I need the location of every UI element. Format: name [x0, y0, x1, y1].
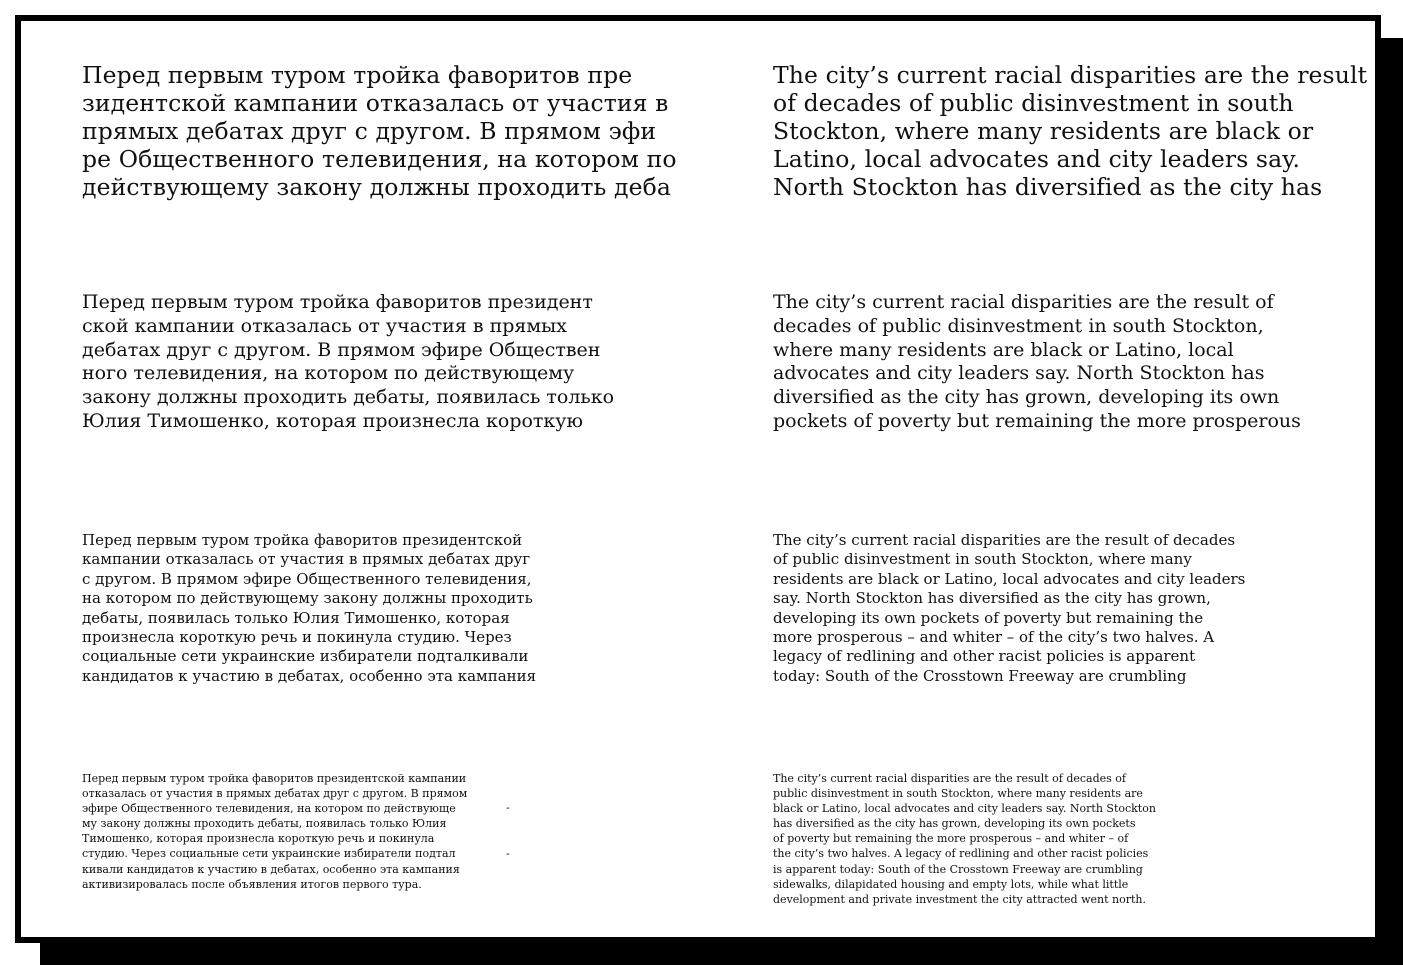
text-line: ного телевидения, на котором по действующему: [82, 362, 575, 385]
english-sample-size-2: [773, 291, 1301, 434]
text-line: кандидатов к участию в дебатах, особенно эта кампания: [82, 666, 537, 685]
text-line: development and private investment the city attracted went north.: [773, 892, 1146, 906]
text-line: residents are black or Latino, local advocates and city leaders: [773, 569, 1246, 588]
text-line: ской кампании отказалась от участия в прямых: [82, 314, 567, 337]
text-line: Latino, local advocates and city leaders say.: [773, 145, 1301, 173]
text-line: кампании отказалась от участия в прямых дебатах друг: [82, 550, 531, 569]
text-line: say. North Stockton has diversified as the city has grown,: [773, 589, 1211, 608]
text-line: is apparent today: South of the Crosstown Freeway are crumbling: [773, 862, 1143, 876]
text-line: of poverty but remaining the more prosperous – and whiter – of: [773, 832, 1129, 846]
type-specimen-sheet: [15, 15, 1381, 943]
text-line: black or Latino, local advocates and city leaders say. North Stockton: [773, 802, 1156, 816]
text-line: Перед первым туром тройка фаворитов президент: [82, 291, 593, 313]
russian-sample-size-1: [82, 61, 677, 201]
text-line: advocates and city leaders say. North Stockton has: [773, 362, 1265, 385]
text-line: of decades of public disinvestment in south: [773, 89, 1294, 117]
russian-sample-size-2: [82, 291, 614, 434]
text-line: Юлия Тимошенко, которая произнесла короткую: [82, 409, 584, 432]
text-line: of public disinvestment in south Stockton, where many: [773, 550, 1192, 569]
text-line: The city’s current racial disparities are the result of decades of: [773, 772, 1127, 785]
text-line: North Stockton has diversified as the city has: [773, 173, 1323, 201]
text-line: зидентской кампании отказалась от участия в: [82, 89, 669, 117]
text-line: прямых дебатах друг с другом. В прямом эфи: [82, 117, 657, 145]
text-line: дебаты, появилась только Юлия Тимошенко, которая: [82, 608, 510, 627]
text-line: с другом. В прямом эфире Общественного телевидения,: [82, 569, 532, 588]
text-line: diversified as the city has grown, developing its own: [773, 386, 1280, 409]
text-line: The city’s current racial disparities are the result of: [773, 291, 1274, 313]
text-line: pockets of poverty but remaining the more prosperous: [773, 409, 1301, 432]
text-line: decades of public disinvestment in south Stockton,: [773, 314, 1264, 337]
text-line: the city’s two halves. A legacy of redlining and other racist policies: [773, 847, 1149, 861]
text-line: студию. Через социальные сети украинские избиратели подтал: [82, 847, 456, 861]
text-line: дебатах друг с другом. В прямом эфире Обществен: [82, 338, 601, 361]
russian-sample-size-4: [82, 771, 467, 892]
text-line: developing its own pockets of poverty but remaining the: [773, 608, 1204, 627]
english-sample-size-3: [773, 531, 1245, 686]
hyphen-mark: -: [506, 801, 510, 814]
text-line: where many residents are black or Latino, local: [773, 338, 1234, 361]
text-line: кивали кандидатов к участию в дебатах, особенно эта кампания: [82, 862, 460, 876]
text-line: Перед первым туром тройка фаворитов президентской: [82, 531, 523, 549]
text-line: has diversified as the city has grown, developing its own pockets: [773, 817, 1136, 831]
hyphen-mark: -: [506, 847, 510, 860]
text-line: Перед первым туром тройка фаворитов президентской кампании: [82, 772, 467, 785]
text-line: активизировалась после объявления итогов первого тура.: [82, 877, 422, 891]
text-line: The city’s current racial disparities are the result: [773, 61, 1368, 89]
text-line: legacy of redlining and other racist policies is apparent: [773, 647, 1196, 666]
text-line: действующему закону должны проходить деба: [82, 173, 671, 201]
english-sample-size-1: [773, 61, 1367, 201]
text-line: Тимошенко, которая произнесла короткую речь и покинула: [82, 832, 435, 846]
text-line: The city’s current racial disparities are the result of decades: [773, 531, 1236, 549]
text-line: today: South of the Crosstown Freeway are crumbling: [773, 666, 1187, 685]
text-line: more prosperous – and whiter – of the city’s two halves. A: [773, 628, 1215, 647]
text-line: отказалась от участия в прямых дебатах друг с другом. В прямом: [82, 787, 468, 801]
russian-sample-size-3: [82, 531, 536, 686]
text-line: произнесла короткую речь и покинула студию. Через: [82, 628, 512, 647]
text-line: Перед первым туром тройка фаворитов пре: [82, 61, 633, 89]
text-line: sidewalks, dilapidated housing and empty lots, while what little: [773, 877, 1129, 891]
english-sample-size-4: [773, 771, 1156, 907]
text-line: на котором по действующему закону должны проходить: [82, 589, 533, 608]
text-line: закону должны проходить дебаты, появилась только: [82, 386, 615, 409]
text-line: public disinvestment in south Stockton, where many residents are: [773, 787, 1143, 801]
text-line: социальные сети украинские избиратели подталкивали: [82, 647, 529, 666]
text-line: Stockton, where many residents are black or: [773, 117, 1314, 145]
text-line: му закону должны проходить дебаты, появилась только Юлия: [82, 817, 447, 831]
text-line: эфире Общественного телевидения, на котором по действующе: [82, 802, 456, 816]
text-line: ре Общественного телевидения, на котором по: [82, 145, 677, 173]
